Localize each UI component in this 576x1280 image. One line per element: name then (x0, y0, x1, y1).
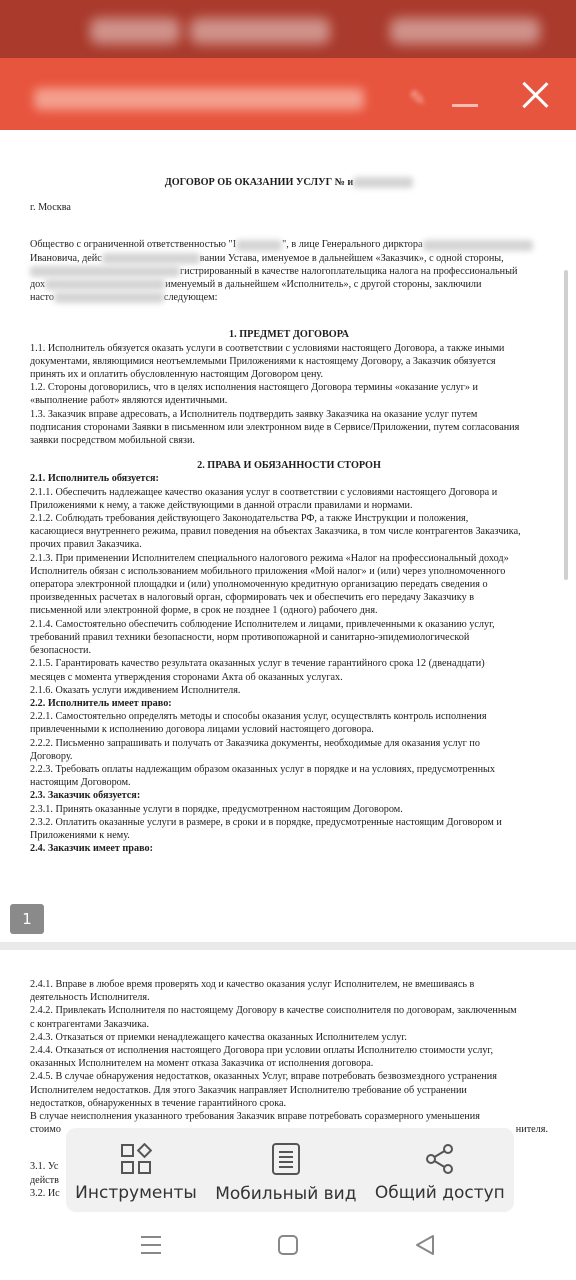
menu-icon[interactable] (140, 1234, 162, 1256)
doc-line: 2.3.2. Оплатить оказанные услуги в размере, в сроки и в порядке, предусмотренные настоящим Договором и (30, 816, 502, 828)
subsection-2-4-title: 2.4. Заказчик имеет право: (30, 843, 153, 855)
redacted-block (30, 266, 180, 277)
doc-line: заявки посредством мобильной связи. (30, 435, 195, 447)
doc-line: оператора электронной площадки и (или) уполномоченную кредитную организацию передать сведения о (30, 579, 488, 591)
section-1-title: 1. ПРЕДМЕТ ДОГОВОРА (229, 329, 349, 341)
doc-line: оказанных Исполнителем на момент отказа Заказчика от исполнения договора. (30, 1058, 374, 1070)
doc-line: привлеченными к исполнению договора лицами условий настоящего договора. (30, 724, 374, 736)
doc-line: 2.1.1. Обеспечить надлежащее качество оказания услуг в соответствии с условиями настоящего Договора и (30, 486, 498, 498)
document-page-1[interactable] (0, 130, 576, 942)
doc-line: месяцев с момента утверждения сторонами Акта об оказанных услугах. (30, 671, 343, 683)
doc-line: Договору. (30, 750, 73, 762)
document-title: ДОГОВОР ОБ ОКАЗАНИИ УСЛУГ № и (30, 176, 548, 189)
mobile-view-icon (270, 1142, 302, 1176)
doc-line: деятельность Исполнителя. (30, 992, 150, 1004)
doc-line: 2.1.3. При применении Исполнителем специального налогового режима «Налог на профессиональный доход» (30, 552, 509, 564)
share-button[interactable] (375, 1143, 505, 1203)
redacted-block (102, 253, 200, 264)
doc-line: 2.2.3. Требовать оплаты надлежащим образом оказанных услуг в порядке и на условиях, предусмотренных (30, 763, 495, 775)
redacted-block (45, 279, 165, 290)
doc-line: 2.2.1. Самостоятельно определять методы и способы оказания услуг, осуществлять контроль исполнения (30, 711, 487, 723)
system-nav-bar (0, 1212, 576, 1280)
doc-line: 2.1.4. Самостоятельно обеспечить соблюдение Исполнителем и лицами, привлеченными к оказанию услуг, (30, 618, 495, 630)
doc-line: Приложениями к нему, а также действующими в данной отрасли правилами и нормами. (30, 499, 413, 511)
doc-line: 2.1.2. Соблюдать требования действующего Законодательства РФ, а также Инструкции и положения, (30, 513, 469, 525)
subsection-2-2-title: 2.2. Исполнитель имеет право: (30, 697, 172, 709)
mobile-view-label: Мобильный вид (215, 1184, 357, 1204)
close-icon[interactable] (520, 80, 550, 110)
doc-line: письменной или электронной форме, в срок не позднее 1 (одного) рабочего дня. (30, 605, 378, 617)
doc-line: 3.1. Ус (30, 1161, 59, 1173)
minimize-icon[interactable] (452, 104, 478, 107)
doc-line: стоимо нителя. (30, 1124, 548, 1136)
bottom-toolbar (66, 1128, 514, 1212)
share-icon (424, 1143, 456, 1175)
redacted-block (236, 240, 282, 251)
section-2-title: 2. ПРАВА И ОБЯЗАННОСТИ СТОРОН (197, 460, 381, 472)
doc-line: документами, являющимися неотъемлемыми Приложениями к настоящему Договору, а Заказчик обязуется (30, 355, 496, 367)
redacted-block (353, 177, 413, 188)
doc-line: Приложениями к нему. (30, 829, 130, 841)
doc-line: 2.4.2. Привлекать Исполнителя по настоящему Договору в качестве соисполнителя по договорам, заключенным (30, 1005, 517, 1017)
intro-line-4: дох именуемый в дальнейшем «Исполнитель», с другой стороны, заключили (30, 279, 482, 291)
home-icon[interactable] (277, 1234, 299, 1256)
doc-line: недостатков, обнаруженных в течение гарантийного срока. (30, 1097, 287, 1109)
back-icon[interactable] (414, 1234, 436, 1256)
doc-line: с контрагентами Заказчика. (30, 1018, 150, 1030)
doc-line: В случае неисполнения указанного требования Заказчик вправе потребовать соразмерного уменьшения (30, 1111, 480, 1123)
tools-label: Инструменты (75, 1183, 197, 1203)
intro-line-2: Ивановича, дейс вании Устава, именуемое в дальнейшем «Заказчик», с одной стороны, (30, 252, 504, 264)
doc-line: настоящим Договором. (30, 777, 131, 789)
grid-icon (120, 1143, 152, 1175)
doc-line: 1.1. Исполнитель обязуется оказать услуги в соответствии с условиями настоящего Договора, а также иными (30, 342, 505, 354)
doc-line: 2.1.6. Оказать услуги иждивением Исполнителя. (30, 684, 241, 696)
app-header (0, 58, 576, 130)
doc-line: 2.2.2. Письменно запрашивать и получать от Заказчика документы, необходимые для оказания услуг по (30, 737, 480, 749)
doc-line: действ (30, 1174, 59, 1186)
subsection-2-3-title: 2.3. Заказчик обязуется: (30, 790, 141, 802)
doc-line: Исполнитель обязан с использованием мобильного приложения «Мой налог» и (или) через уполномоченного (30, 565, 506, 577)
status-blur-center (190, 18, 330, 44)
doc-line: 1.3. Заказчик вправе адресовать, а Исполнитель подтвердить заявку Заказчика на оказание услуг путем (30, 408, 478, 420)
doc-line: 2.3.1. Принять оказанные услуги в порядке, предусмотренном настоящим Договором. (30, 803, 403, 815)
doc-line: 3.2. Ис (30, 1187, 60, 1199)
doc-line: произведенных расчетах в налоговый орган, сформировать чек и обеспечить его передачу Заказчику в (30, 592, 475, 604)
doc-line: 2.4.1. Вправе в любое время проверять ход и качество оказания услуг Исполнителем, не вмешиваясь в (30, 979, 475, 990)
status-blur-right (390, 18, 540, 44)
status-blur-left (90, 18, 180, 44)
mobile-view-button[interactable] (215, 1142, 356, 1204)
doc-line: 2.4.3. Отказаться от приемки ненадлежащего качества оказанных Исполнителем услуг. (30, 1031, 407, 1043)
status-bar (0, 0, 576, 58)
doc-line: касающиеся внутреннего режима, правил поведения на объектах Заказчика, в том числе контрагентов Заказчика, (30, 526, 521, 538)
subsection-2-1-title: 2.1. Исполнитель обязуется: (30, 473, 159, 485)
scrollbar[interactable] (564, 270, 568, 580)
doc-line: 2.1.5. Гарантировать качество результата оказанных услуг в течение гарантийного срока 12 (двенадцати) (30, 658, 485, 670)
doc-line: безопасности. (30, 645, 92, 657)
doc-line: 1.2. Стороны договорились, что в целях исполнения настоящего Договора термины «оказание услуг» и (30, 382, 478, 394)
doc-line: Исполнителем недостатков. Для этого Заказчик направляет Исполнителю требование об устранении (30, 1084, 467, 1096)
doc-line: 2.4.4. Отказаться от исполнения настоящего Договора при условии оплаты Исполнителю стоимости услуг, (30, 1045, 493, 1057)
intro-line-3: гистрированный в качестве налогоплательщика налога на профессиональный (30, 265, 548, 278)
doc-line: прочих правил Заказчика. (30, 539, 142, 551)
doc-line: требований правил техники безопасности, норм противопожарной и санитарно-эпидемиологической (30, 631, 470, 643)
doc-line: подписания сторонами Заявки в письменном или электронном виде в Сервисе/Приложении, путем согласования (30, 421, 520, 433)
document-title-redacted (34, 88, 364, 110)
redacted-block (423, 240, 533, 251)
page-number-badge[interactable]: 1 (10, 904, 44, 934)
intro-line-5: насто следующем: (30, 292, 218, 304)
doc-line: «выполнение работ» являются идентичными. (30, 395, 228, 407)
share-label: Общий доступ (374, 1183, 505, 1203)
edit-icon[interactable]: ✎ (409, 86, 426, 110)
document-body-page-1 (30, 176, 548, 855)
intro-line-1: Общество с ограниченной ответственностью "I ", в лице Генерального дирктора (30, 238, 548, 251)
tools-button[interactable] (75, 1143, 197, 1203)
city: г. Москва (30, 202, 71, 214)
doc-line: 2.4.5. В случае обнаружения недостатков, оказанных Услуг, вправе потребовать безвозмездного устранения (30, 1071, 497, 1083)
redacted-block (54, 292, 164, 303)
doc-line: принять их и оплатить обусловленную настоящим Договором цену. (30, 369, 324, 381)
